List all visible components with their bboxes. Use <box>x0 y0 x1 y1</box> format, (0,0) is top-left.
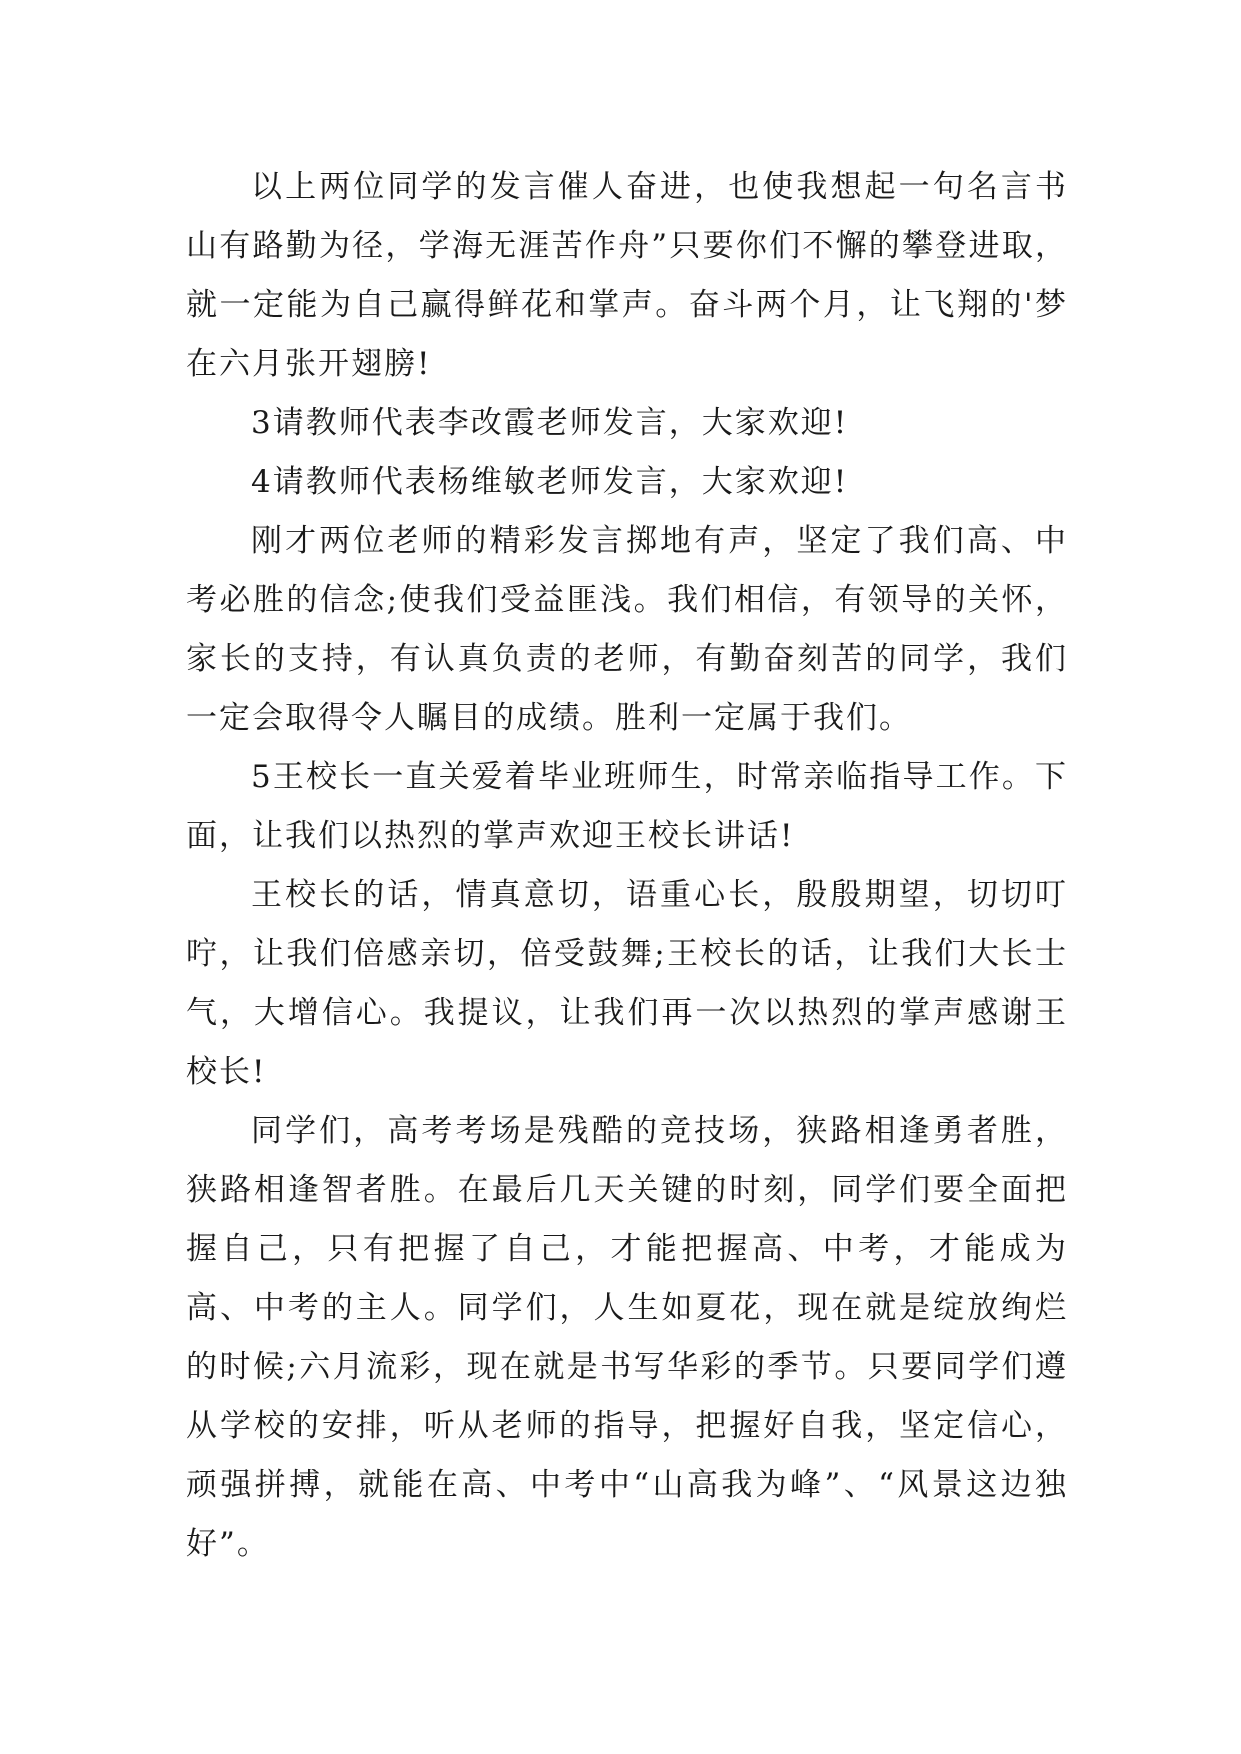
paragraph-teacher-yang: 4请教师代表杨维敏老师发言，大家欢迎! <box>251 464 849 500</box>
paragraph-teacher-li: 3请教师代表李改霞老师发言，大家欢迎! <box>251 405 849 441</box>
paragraph-classmates-speech: 以上两位同学的发言催人奋进，也使我想起一句名言书山有路勤为径，学海无涯苦作舟”只要你们不懈的攀登进取，就一定能为自己赢得鲜花和掌声。奋斗两个月，让飞翔的'梦在六月张开翅膀! <box>186 169 1068 382</box>
paragraph-principal-thanks: 王校长的话，情真意切，语重心长，殷殷期望，切切叮咛，让我们倍感亲切，倍受鼓舞;王校长的话，让我们大长士气，大增信心。我提议，让我们再一次以热烈的掌声感谢王校长! <box>186 877 1068 1090</box>
paragraph-closing: 同学们，高考考场是残酷的竞技场，狭路相逢勇者胜，狭路相逢智者胜。在最后几天关键的时刻，同学们要全面把握自己，只有把握了自己，才能把握高、中考，才能成为高、中考的主人。同学们，人生如夏花，现在就是绽放绚烂的时候;六月流彩，现在就是书写华彩的季节。只要同学们遵从学校的安排，听从老师的指导，把握好自我，坚定信心，顽强拼搏，就能在高、中考中“山高我为峰”、“风景这边独好”。 <box>186 1113 1068 1562</box>
document-body <box>186 158 1068 1574</box>
paragraph-teachers-response: 刚才两位老师的精彩发言掷地有声，坚定了我们高、中考必胜的信念;使我们受益匪浅。我们相信，有领导的关怀，家长的支持，有认真负责的老师，有勤奋刻苦的同学，我们一定会取得令人瞩目的成绩。胜利一定属于我们。 <box>186 523 1068 736</box>
paragraph-principal-intro: 5王校长一直关爱着毕业班师生，时常亲临指导工作。下面，让我们以热烈的掌声欢迎王校长讲话! <box>186 759 1068 854</box>
